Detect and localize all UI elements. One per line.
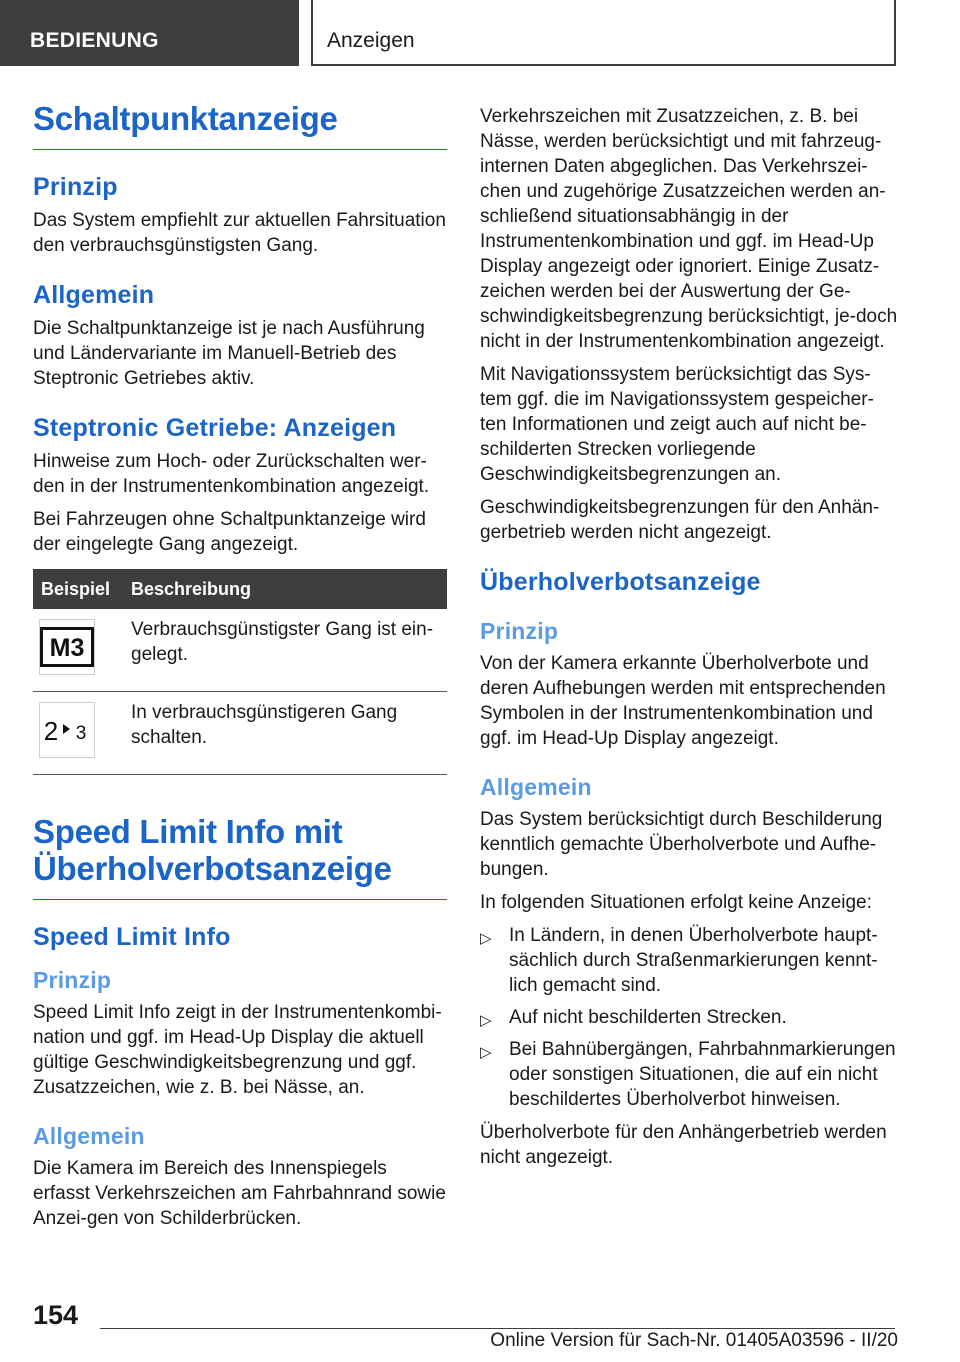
paragraph-allgemein: Das System berücksichtigt durch Beschilderung kenntlich gemachte Überholverbote und Aufhe-bungen. xyxy=(480,809,883,880)
paragraph-steptronic-gang: Bei Fahrzeugen ohne Schaltpunktanzeige wird der eingelegte Gang angezeigt. xyxy=(33,509,426,555)
example-table xyxy=(33,569,447,775)
table-row xyxy=(33,609,447,692)
page-number: 154 xyxy=(33,1300,79,1330)
table-cell-desc: In verbrauchsgünstigeren Gang schalten. xyxy=(123,692,447,775)
paragraph-zusatzzeichen: Verkehrszeichen mit Zusatzzeichen, z. B. bei Nässe, werden berücksichtigt und mit fahrzeug-internen Daten abgeglichen. Das Verkehrszei-chen und zugehörige Zusatzzeichen werden an-schließend situationsabhängig in der Instrumentenkombination und ggf. im Head-Up Display angezeigt oder ignoriert. Einige Zusatz-zeichen werden bei der Auswertung der Ge-schwindigkeitsbegrenzung berücksichtigt, je-doch nicht in der Instrumentenkombination angezeigt. xyxy=(480,106,898,352)
table-cell-icon xyxy=(33,692,123,775)
left-column xyxy=(33,100,447,1239)
shift-to-gear-text: 3 xyxy=(75,723,87,744)
list-item xyxy=(480,1037,900,1112)
footer-divider xyxy=(100,1328,895,1329)
bullet-triangle-icon: ▷ xyxy=(480,1012,492,1029)
heading-prinzip: Prinzip xyxy=(33,967,112,993)
paragraph-keine-anzeige: In folgenden Situationen erfolgt keine Anzeige: xyxy=(480,892,872,913)
heading-allgemein: Allgemein xyxy=(33,1123,145,1149)
paragraph-allgemein: Die Kamera im Bereich des Innenspiegels erfasst Verkehrszeichen am Fahrbahnrand sowie Anzei-gen von Schilderbrücken. xyxy=(33,1158,446,1229)
table-row xyxy=(33,692,447,775)
heading-allgemein: Allgemein xyxy=(33,281,155,309)
heading-allgemein: Allgemein xyxy=(480,774,592,800)
list-item xyxy=(480,923,900,998)
table-cell-desc: Verbrauchsgünstigster Gang ist ein-gelegt. xyxy=(123,609,447,692)
section-label: BEDIENUNG xyxy=(30,29,159,52)
paragraph-prinzip: Von der Kamera erkannte Überholverbote und deren Aufhebungen werden mit entsprechenden Symbolen in der Instrumentenkombination und ggf. im Head-Up Display angezeigt. xyxy=(480,653,886,749)
chapter-label: Anzeigen xyxy=(327,29,415,52)
list-item-text: In Ländern, in denen Überholverbote haupt-sächlich durch Straßenmarkierungen kennt-lich gemacht sind. xyxy=(509,925,878,996)
heading-ueberholverbotsanzeige: Überholverbotsanzeige xyxy=(480,568,761,596)
table-header-beschreibung: Beschreibung xyxy=(123,569,447,609)
heading-steptronic: Steptronic Getriebe: Anzeigen xyxy=(33,414,397,442)
list-item xyxy=(480,1005,900,1030)
chapter-tab xyxy=(311,0,896,66)
bullet-triangle-icon: ▷ xyxy=(480,930,492,947)
list-item-text: Auf nicht beschilderten Strecken. xyxy=(509,1007,787,1028)
list-item-text: Bei Bahnübergängen, Fahrbahnmarkierungen oder sonstigen Situationen, die auf ein nicht beschildertes Überholverbot hinweisen. xyxy=(509,1039,896,1110)
section-tab xyxy=(0,0,299,66)
bullet-triangle-icon: ▷ xyxy=(480,1044,492,1061)
table-header-beispiel: Beispiel xyxy=(33,569,123,609)
shift-2-to-3-icon xyxy=(39,702,95,758)
right-column xyxy=(480,104,900,1178)
table-cell-icon xyxy=(33,609,123,692)
gear-m3-text: M3 xyxy=(49,634,85,662)
heading-prinzip: Prinzip xyxy=(33,173,118,201)
paragraph-anhaenger-ueberholverbot: Überholverbote für den Anhängerbetrieb werden nicht angezeigt. xyxy=(480,1122,887,1168)
situation-list xyxy=(480,923,900,1112)
shift-from-gear-text: 2 xyxy=(43,716,59,746)
paragraph-allgemein: Die Schaltpunktanzeige ist je nach Ausführung und Ländervariante im Manuell-Betrieb des Steptronic Getriebes aktiv. xyxy=(33,318,425,389)
paragraph-anhaengerbetrieb: Geschwindigkeitsbegrenzungen für den Anhän-gerbetrieb werden nicht angezeigt. xyxy=(480,497,880,543)
heading-schaltpunktanzeige: Schaltpunktanzeige xyxy=(33,100,447,150)
heading-speed-limit-info-sub: Speed Limit Info xyxy=(33,923,231,951)
table-header-row xyxy=(33,569,447,609)
paragraph-prinzip: Das System empfiehlt zur aktuellen Fahrsituation den verbrauchsgünstigsten Gang. xyxy=(33,210,446,256)
paragraph-navigationssystem: Mit Navigationssystem berücksichtigt das Sys-tem ggf. die im Navigationssystem gespeicher-ten Informationen und zeigt auch auf nicht be-schilderten Strecken vorliegende Geschwindigkeitsbegrenzungen an. xyxy=(480,364,874,485)
paragraph-steptronic-hinweise: Hinweise zum Hoch- oder Zurückschalten wer-den in der Instrumentenkombination angezeigt. xyxy=(33,451,430,497)
heading-speed-limit-info: Speed Limit Info mit Überholverbotsanzeige xyxy=(33,813,447,900)
footer-note: Online Version für Sach-Nr. 01405A03596 - II/20 xyxy=(490,1330,898,1351)
heading-prinzip: Prinzip xyxy=(480,618,559,644)
paragraph-prinzip: Speed Limit Info zeigt in der Instrumentenkombi-nation und ggf. im Head-Up Display die aktuell gültige Geschwindigkeitsbegrenzung und ggf. Zusatzzeichen, wie z. B. bei Nässe, an. xyxy=(33,1002,442,1098)
gear-m3-icon xyxy=(39,619,95,675)
